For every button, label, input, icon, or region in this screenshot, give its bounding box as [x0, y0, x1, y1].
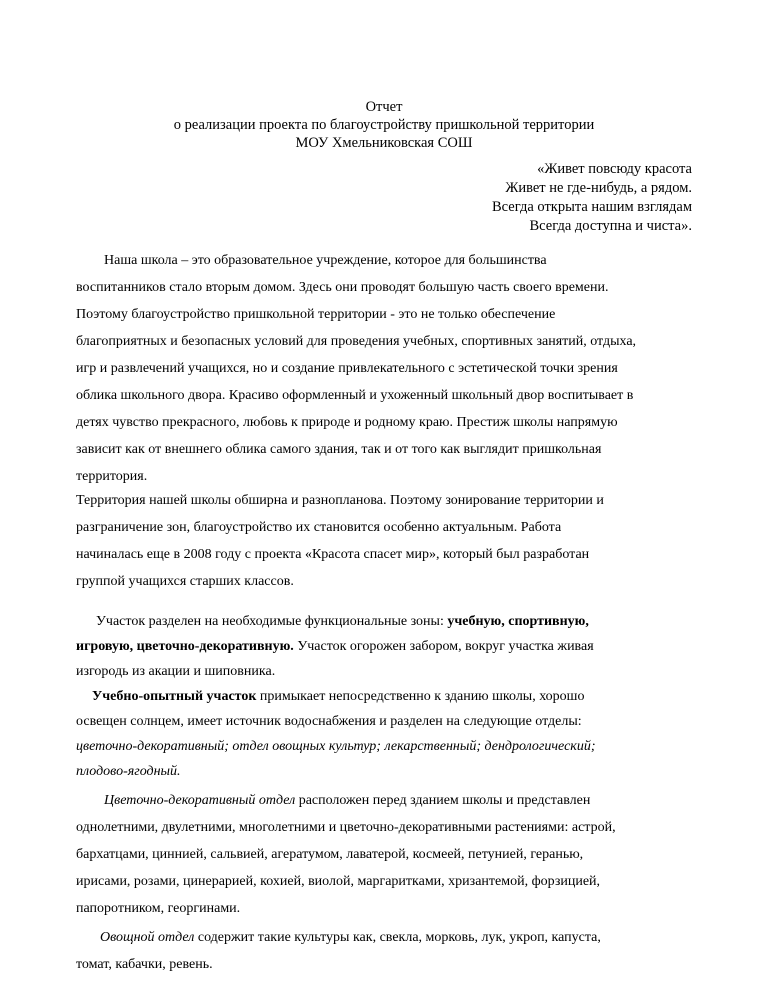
department-list-italic: плодово-ягодный. [76, 764, 181, 779]
text-line [76, 739, 596, 755]
text-line [76, 764, 181, 780]
text-line: территория. [76, 469, 148, 484]
text-line: Поэтому благоустройство пришкольной территории - это не только обеспечение [76, 307, 556, 322]
section-term-italic: Овощной отдел [100, 930, 195, 945]
epigraph-line-2: Живет не где-нибудь, а рядом. [505, 180, 692, 196]
text-line [104, 793, 590, 809]
text-line: игр и развлечений учащихся, но и создание привлекательного с эстетической точки зрения [76, 361, 618, 376]
text-line: разграничение зон, благоустройство их становится особенно актуальным. Работа [76, 520, 562, 535]
text-line: начиналась еще в 2008 году с проекта «Красота спасет мир», который был разработан [76, 547, 590, 562]
text-line: освещен солнцем, имеет источник водоснабжения и разделен на следующие отделы: [76, 714, 582, 729]
doc-title: Отчет [365, 99, 403, 115]
text-line: изгородь из акации и шиповника. [76, 664, 276, 679]
section-term-italic: Цветочно-декоративный отдел [104, 793, 296, 808]
text-line: однолетними, двулетними, многолетними и цветочно-декоративными растениями: астрой, [76, 820, 616, 835]
text-line: благоприятных и безопасных условий для проведения учебных, спортивных занятий, отдыха, [76, 334, 637, 349]
text-line: Наша школа – это образовательное учреждение, которое для большинства [104, 253, 547, 268]
text-line: воспитанников стало вторым домом. Здесь они проводят большую часть своего времени. [76, 280, 609, 295]
epigraph-line-3: Всегда открыта нашим взглядам [492, 199, 692, 215]
department-list-italic: цветочно-декоративный; отдел овощных культур; лекарственный; дендрологический; [76, 739, 596, 754]
text-run: Участок огорожен забором, вокруг участка живая [293, 639, 594, 654]
text-run: примыкает непосредственно к зданию школы, хорошо [256, 689, 585, 704]
zone-names-bold: учебную, спортивную, [447, 614, 589, 629]
text-run: Участок разделен на необходимые функциональные зоны: [96, 614, 448, 629]
section-term-bold: Учебно-опытный участок [92, 689, 257, 704]
doc-subtitle-project: о реализации проекта по благоустройству пришкольной территории [173, 117, 595, 133]
text-line: группой учащихся старших классов. [76, 574, 294, 589]
epigraph-line-1: «Живет повсюду красота [537, 161, 692, 177]
text-line: зависит как от внешнего облика самого здания, так и от того как выглядит пришкольная [76, 442, 602, 457]
text-line: Территория нашей школы обширна и разнопланова. Поэтому зонирование территории и [76, 493, 604, 508]
text-line [92, 689, 584, 705]
text-line: ирисами, розами, цинерарией, кохией, виолой, маргаритками, хризантемой, форзицией, [76, 874, 601, 889]
text-line [96, 614, 589, 630]
text-line: детях чувство прекрасного, любовь к природе и родному краю. Престиж школы напрямую [76, 415, 618, 430]
zone-names-bold: игровую, цветочно-декоративную. [76, 639, 294, 654]
text-line [76, 639, 594, 655]
text-line: облика школьного двора. Красиво оформленный и ухоженный школьный двор воспитывает в [76, 388, 634, 403]
text-line: бархатцами, циннией, сальвией, агератумом, лаватерой, космеей, петунией, геранью, [76, 847, 584, 862]
epigraph-line-4: Всегда доступна и чиста». [529, 218, 692, 234]
text-run: содержит такие культуры как, свекла, морковь, лук, укроп, капуста, [194, 930, 601, 945]
text-line: томат, кабачки, ревень. [76, 957, 213, 972]
text-line: папоротником, георгинами. [76, 901, 241, 916]
text-run: расположен перед зданием школы и представлен [295, 793, 591, 808]
text-line [100, 930, 601, 946]
doc-subtitle-school: МОУ Хмельниковская СОШ [295, 135, 473, 151]
